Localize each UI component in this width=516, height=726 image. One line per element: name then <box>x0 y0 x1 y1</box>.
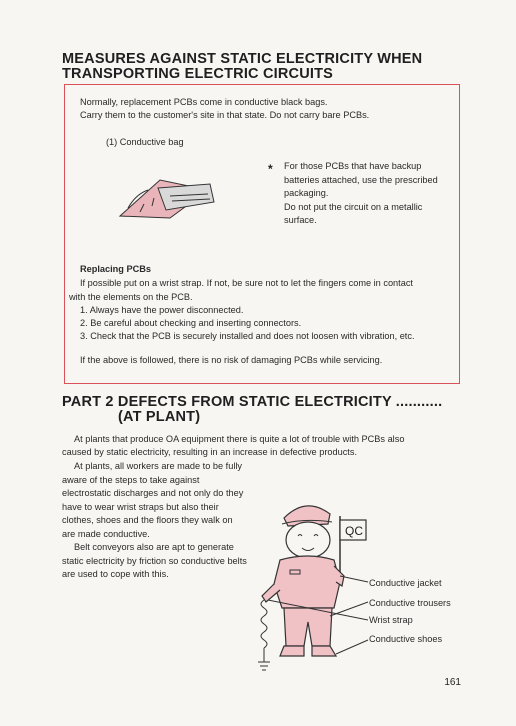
title-line-1: MEASURES AGAINST STATIC ELECTRICITY WHEN <box>62 51 423 67</box>
worker-illustration <box>244 496 374 674</box>
page-number: 161 <box>444 677 461 688</box>
title-line-2: TRANSPORTING ELECTRIC CIRCUITS <box>62 66 334 82</box>
note-line: batteries attached, use the prescribed <box>284 174 438 185</box>
note-text <box>284 160 438 228</box>
para2-line: At plants, all workers are made to be fully <box>74 461 243 471</box>
step-1: 1. Always have the power disconnected. <box>80 305 244 315</box>
step-3: 3. Check that the PCB is securely installed and does not loosen with vibration, etc. <box>80 331 415 341</box>
replacing-title: Replacing PCBs <box>80 264 151 274</box>
conductive-bag-illustration <box>118 168 218 220</box>
para2-line: clothes, shoes and the floors they walk on <box>62 515 233 525</box>
intro-line-1: Normally, replacement PCBs come in conductive black bags. <box>80 97 328 107</box>
para3-line: Belt conveyors also are apt to generate <box>74 542 234 552</box>
note-line: surface. <box>284 215 317 225</box>
replacing-line-2: with the elements on the PCB. <box>69 292 193 302</box>
part2-title <box>62 395 442 425</box>
label-trousers: Conductive trousers <box>369 598 451 608</box>
note-line: For those PCBs that have backup <box>284 161 422 171</box>
para2-line: are made conductive. <box>62 528 150 539</box>
para3-line: are used to cope with this. <box>62 569 169 579</box>
section-title <box>62 52 482 82</box>
replacing-line-1: If possible put on a wrist strap. If not, be sure not to let the fingers come in contact <box>80 278 413 288</box>
part2-line-1: PART 2 DEFECTS FROM STATIC ELECTRICITY ........... <box>62 394 443 410</box>
label-shoes: Conductive shoes <box>369 634 443 644</box>
step-2: 2. Be careful about checking and inserting connectors. <box>80 318 302 328</box>
intro-line-2: Carry them to the customer's site in that state. Do not carry bare PCBs. <box>80 110 370 120</box>
flag-text: QC <box>345 524 363 538</box>
label-jacket: Conductive jacket <box>369 578 442 588</box>
para2-line: have to wear wrist straps but also their <box>62 501 219 512</box>
label-wrist-strap: Wrist strap <box>369 615 413 625</box>
para3-line: static electricity by friction so conductive belts <box>62 555 247 566</box>
para1-line-1: At plants that produce OA equipment there is quite a lot of trouble with PCBs also <box>74 434 405 444</box>
conclusion: If the above is followed, there is no risk of damaging PCBs while servicing. <box>80 355 383 365</box>
para2-line: aware of the steps to take against <box>62 474 200 485</box>
para2 <box>62 460 270 582</box>
para2-line: electrostatic discharges and not only do they <box>62 488 244 498</box>
bag-caption: (1) Conductive bag <box>106 137 184 147</box>
para1-line-2: caused by static electricity, resulting in an increase in defective products. <box>62 447 357 457</box>
note-line: Do not put the circuit on a metallic <box>284 201 423 212</box>
note-line: packaging. <box>284 188 329 198</box>
note-star: * <box>268 162 273 176</box>
part2-line-2: (AT PLANT) <box>118 409 201 425</box>
